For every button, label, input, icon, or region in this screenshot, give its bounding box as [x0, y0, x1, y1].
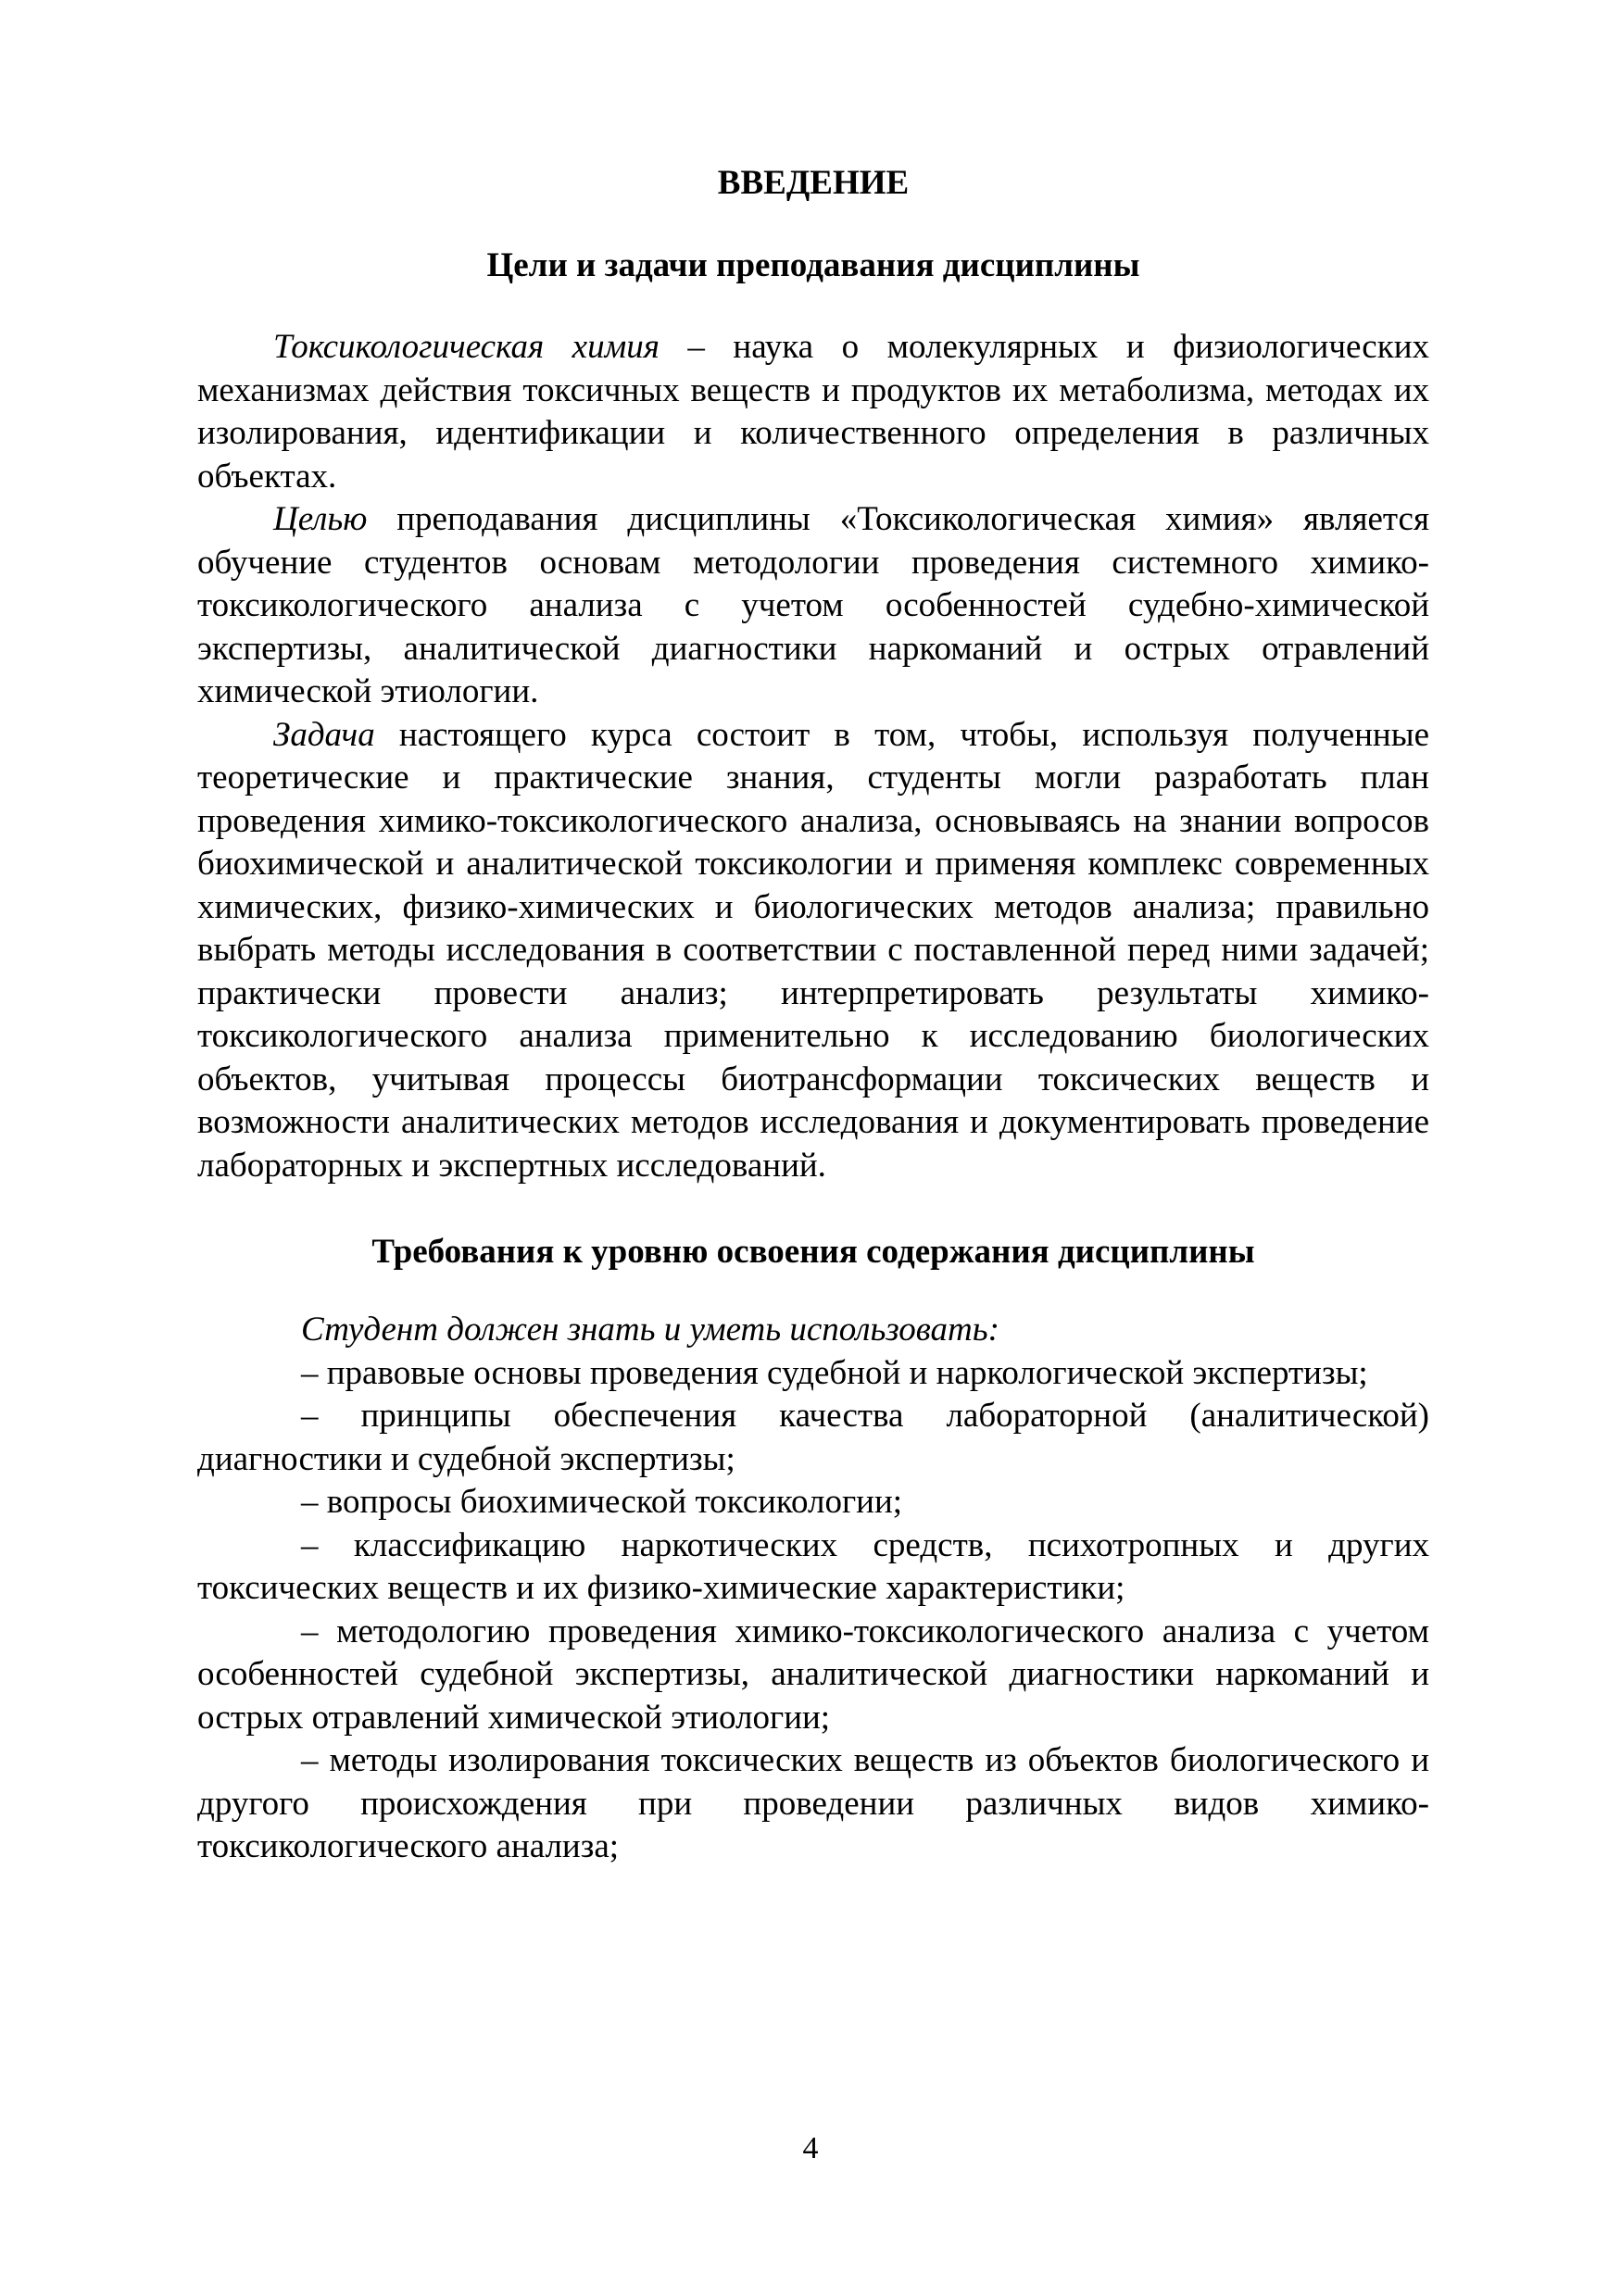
- list-item: – методологию проведения химико-токсикологического анализа с учетом особенностей судебной экспертизы, аналитической диагностики наркоманий и острых отравлений химической этиологии;: [197, 1612, 1429, 1737]
- paragraph-task: [197, 714, 1429, 1188]
- list-item: – вопросы биохимической токсикологии;: [301, 1483, 903, 1521]
- term-task: Задача: [273, 715, 375, 754]
- list-item: – методы изолирования токсических веществ из объектов биологического и другого происхождения при проведении различных видов химико-токсикологического анализа;: [197, 1741, 1429, 1865]
- requirements-list: [197, 1352, 1429, 1869]
- term-toxicological-chemistry: Токсикологическая химия: [273, 328, 660, 366]
- list-item: – классификацию наркотических средств, психотропных и других токсических веществ и их физико-химические характеристики;: [197, 1525, 1429, 1607]
- subsection-title-goals: Цели и задачи преподавания дисциплины: [486, 246, 1140, 284]
- paragraph-goal: [197, 498, 1429, 714]
- goal-text: преподавания дисциплины «Токсикологическая химия» является обучение студентов основам методологии проведения системного химико-токсикологического анализа с учетом особенностей судебно-химической экспертизы, аналитической диагностики наркоманий и острых отравлений химической этиологии.: [197, 500, 1429, 710]
- subsection-title-requirements: Требования к уровню освоения содержания дисциплины: [371, 1233, 1255, 1271]
- page-content: [197, 157, 1429, 1869]
- task-text: настоящего курса состоит в том, чтобы, используя полученные теоретические и практические знания, студенты могли разработать план проведения химико-токсикологического анализа, основываясь на знании вопросов биохимической и аналитической токсикологии и применяя комплекс современных химических, физико-химических и биологических методов анализа; правильно выбрать методы исследования в соответствии с поставленной перед ними задачей; практически провести анализ; интерпретировать результаты химико-токсикологического анализа применительно к исследованию биологических объектов, учитывая процессы биотрансформации токсических веществ и возможности аналитических методов исследования и документировать проведение лабораторных и экспертных исследований.: [197, 715, 1429, 1185]
- page-number: 4: [802, 2131, 819, 2165]
- section-title: ВВЕДЕНИЕ: [717, 164, 910, 202]
- term-goal: Целью: [273, 500, 368, 538]
- paragraph-definition: [197, 326, 1429, 498]
- list-item: – правовые основы проведения судебной и наркологической экспертизы;: [301, 1353, 1368, 1392]
- definition-text: – наука о молекулярных и физиологических механизмах действия токсичных веществ и продуктов их метаболизма, методах их изолирования, идентификации и количественного определения в различных объектах.: [197, 328, 1430, 496]
- list-item: – принципы обеспечения качества лабораторной (аналитической) диагностики и судебной экспертизы;: [197, 1397, 1429, 1478]
- requirements-intro: Студент должен знать и уметь использовать:: [301, 1311, 999, 1349]
